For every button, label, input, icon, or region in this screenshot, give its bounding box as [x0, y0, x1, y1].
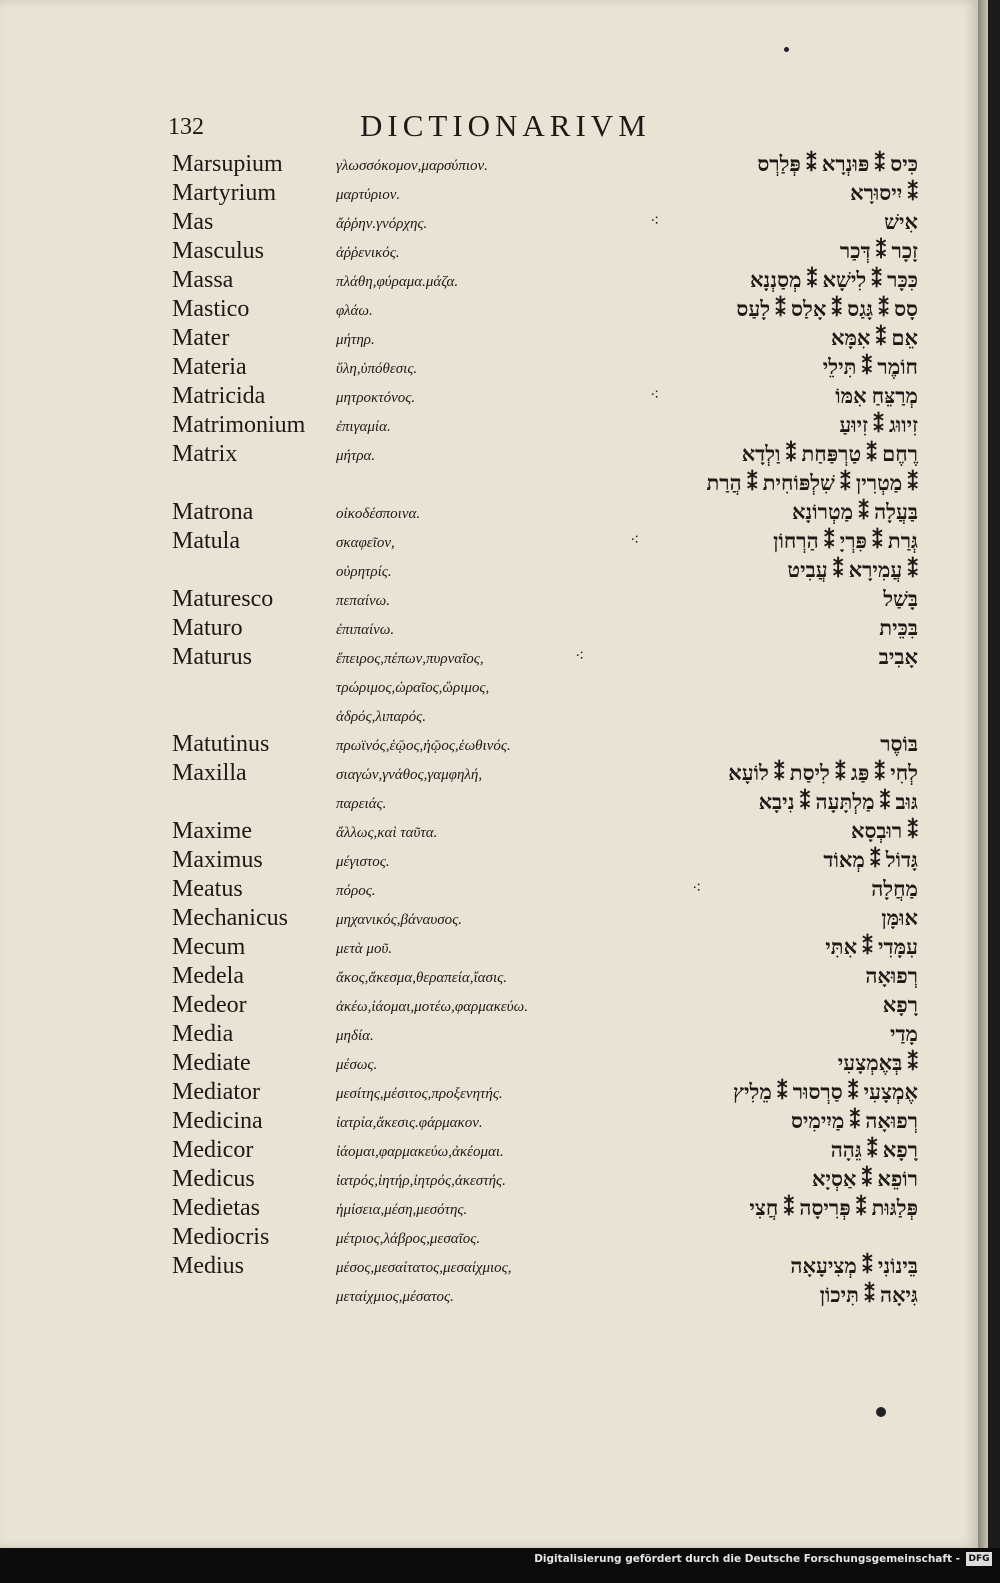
hebrew-gloss: ⁑ יִיסוּרָא	[850, 181, 918, 205]
hebrew-gloss: רוֹפֵא ⁑ אַסְיָא	[811, 1167, 918, 1191]
greek-gloss: μαρτύριον.	[336, 187, 401, 203]
hebrew-gloss: ⁑ בְּאֶמְצָעִי	[837, 1051, 918, 1075]
entry-row	[0, 266, 978, 295]
hebrew-gloss: פְּלַגּוּת ⁑ פְּרִיסָה ⁑ חֲצִי	[749, 1196, 918, 1220]
hebrew-gloss: ⁑ עֲמִירָא ⁑ עֲבִיט	[787, 558, 918, 582]
entry-row	[0, 759, 978, 788]
hebrew-gloss: רְפוּאָה ⁑ מַיִימִיס	[790, 1109, 918, 1133]
hebrew-gloss: בּוֹסֶר	[880, 732, 918, 756]
entry-row	[0, 1020, 978, 1049]
entry-row	[0, 556, 978, 585]
latin-headword: Medicina	[172, 1108, 263, 1134]
latin-headword: Mechanicus	[172, 905, 288, 931]
page-title: DICTIONARIVM	[360, 108, 651, 143]
hebrew-gloss: לְחִי ⁑ פַּג ⁑ לִיסַת ⁑ לוֹעָא	[728, 761, 918, 785]
greek-gloss: ἀῤῥενικός.	[336, 245, 400, 261]
latin-headword: Maxilla	[172, 760, 247, 786]
marginal-mark: ⁖	[692, 880, 702, 897]
latin-headword: Maturesco	[172, 586, 274, 612]
entry-row	[0, 498, 978, 527]
entry-row	[0, 1194, 978, 1223]
entry-row	[0, 1281, 978, 1310]
footer-credit: Digitalisierung gefördert durch die Deutsche Forschungsgemeinschaft -	[534, 1553, 960, 1565]
latin-headword: Mas	[172, 209, 214, 235]
latin-headword: Matula	[172, 528, 240, 554]
marginal-mark: ⁖	[575, 648, 585, 665]
entry-row	[0, 1078, 978, 1107]
greek-gloss: σιαγών,γνάθος,γαμφηλή,	[336, 767, 483, 783]
greek-gloss: μεσίτης,μέσιτος,προξενητής.	[336, 1086, 503, 1102]
latin-headword: Medicor	[172, 1137, 254, 1163]
entry-row	[0, 179, 978, 208]
greek-gloss: ἐπιγαμία.	[336, 419, 391, 435]
hebrew-gloss: כִּיס ⁑ פּוּנְרָא ⁑ פְּלַרְס	[757, 152, 918, 176]
greek-gloss: πλάθη,φύραμα.μάζα.	[336, 274, 459, 290]
latin-headword: Masculus	[172, 238, 264, 264]
hebrew-gloss: זִיווּג ⁑ זִיוּעַ	[839, 413, 918, 437]
entry-row	[0, 846, 978, 875]
hebrew-gloss: סָס ⁑ גָּגַס ⁑ אָלַס ⁑ לָעַס	[736, 297, 918, 321]
greek-gloss: ἔπειρος,πέπων,πυρναῖος,	[336, 651, 484, 667]
hebrew-gloss: גָּדוֹל ⁑ מְאוֹד	[823, 848, 918, 872]
hebrew-gloss: מַחֲלָה	[871, 877, 918, 901]
latin-headword: Media	[172, 1021, 234, 1047]
entry-row	[0, 701, 978, 730]
hebrew-gloss: אֵם ⁑ אִמָּא	[830, 326, 918, 350]
hebrew-gloss: ⁑ מַטְרִין ⁑ שִׁלְפּוֹחִית ⁑ הֲרַת	[706, 471, 918, 495]
greek-gloss: ἡμίσεια,μέση,μεσότης.	[336, 1202, 468, 1218]
latin-headword: Mediate	[172, 1050, 251, 1076]
entry-row	[0, 817, 978, 846]
greek-gloss: τρώριμος,ὡραῖος,ὥριμος,	[336, 680, 490, 696]
greek-gloss: ἐπιπαίνω.	[336, 622, 395, 638]
greek-gloss: μήτρα.	[336, 448, 376, 464]
entry-row	[0, 440, 978, 469]
greek-gloss: οἰκοδέσποινα.	[336, 506, 421, 522]
greek-gloss: ἰατρός,ἰητήρ,ἰητρός,ἀκεστής.	[336, 1173, 506, 1189]
latin-headword: Mater	[172, 325, 230, 351]
greek-gloss: πεπαίνω.	[336, 593, 390, 609]
hebrew-gloss: בָּשַׁל	[883, 587, 918, 611]
latin-headword: Medela	[172, 963, 244, 989]
hebrew-gloss: עִמָּדִי ⁑ אִתִּי	[825, 935, 918, 959]
page-edge	[978, 0, 988, 1548]
latin-headword: Martyrium	[172, 180, 276, 206]
latin-headword: Medietas	[172, 1195, 260, 1221]
latin-headword: Maxime	[172, 818, 252, 844]
entry-row	[0, 904, 978, 933]
hebrew-gloss: גּוּב ⁑ מַלְתָּעָה ⁑ נִיבָא	[758, 790, 918, 814]
latin-headword: Matrimonium	[172, 412, 306, 438]
greek-gloss: μήτηρ.	[336, 332, 375, 348]
hebrew-gloss: רֶחֶם ⁑ טַרְפַּחַת ⁑ וַלְדָא	[741, 442, 918, 466]
marginal-mark: ⁖	[650, 387, 660, 404]
entry-row	[0, 527, 978, 556]
marginal-mark: ⁖	[630, 532, 640, 549]
latin-headword: Mediocris	[172, 1224, 270, 1250]
greek-gloss: μέτριος,λάβρος,μεσαῖος.	[336, 1231, 481, 1247]
entry-row	[0, 295, 978, 324]
hebrew-gloss: בֵּינוֹנִי ⁑ מְצִיעָאָה	[790, 1254, 918, 1278]
entry-row	[0, 1223, 978, 1252]
hebrew-gloss: בַּעֲלָה ⁑ מַטְרוֹנָא	[791, 500, 918, 524]
ink-spot-top	[784, 47, 789, 52]
entry-row	[0, 469, 978, 498]
greek-gloss: μέσως.	[336, 1057, 378, 1073]
greek-gloss: οὐρητρίς.	[336, 564, 392, 580]
greek-gloss: ἄλλως,καὶ ταῦτα.	[336, 825, 438, 841]
greek-gloss: ἰατρία,ἄκεσις.φάρμακον.	[336, 1115, 483, 1131]
entry-row	[0, 643, 978, 672]
entry-row	[0, 1136, 978, 1165]
latin-headword: Matrona	[172, 499, 254, 525]
entry-row	[0, 208, 978, 237]
greek-gloss: μετὰ μοῦ.	[336, 941, 393, 957]
latin-headword: Matricida	[172, 383, 266, 409]
latin-headword: Meatus	[172, 876, 243, 902]
hebrew-gloss: רָפָא	[882, 993, 918, 1017]
entry-row	[0, 991, 978, 1020]
greek-gloss: πόρος.	[336, 883, 376, 899]
entry-row	[0, 411, 978, 440]
latin-headword: Mediator	[172, 1079, 260, 1105]
greek-gloss: φλάω.	[336, 303, 373, 319]
entry-row	[0, 237, 978, 266]
greek-gloss: ἄκος,ἄκεσμα,θεραπεία,ἴασις.	[336, 970, 507, 986]
hebrew-gloss: מְרַצֵּחַ אִמּוֹ	[835, 384, 918, 408]
book-spine	[988, 0, 1000, 1548]
greek-gloss: μητροκτόνος.	[336, 390, 416, 406]
hebrew-gloss: גְּרַת ⁑ פִּרְיָ ⁑ הַרְחוֹן	[773, 529, 918, 553]
latin-headword: Maximus	[172, 847, 263, 873]
hebrew-gloss: גִּיאָה ⁑ תִּיכוֹן	[819, 1283, 918, 1307]
hebrew-gloss: זָכָר ⁑ דְּכַר	[839, 239, 918, 263]
hebrew-gloss: מָדַי	[889, 1022, 918, 1046]
hebrew-gloss: ⁑ רוּבְסָא	[851, 819, 918, 843]
greek-gloss: ἰάομαι,φαρμακεύω,ἀκέομαι.	[336, 1144, 504, 1160]
greek-gloss: ἄῤῥην.γνόρχης.	[336, 216, 428, 232]
entry-row	[0, 614, 978, 643]
dfg-logo: DFG	[966, 1552, 992, 1566]
greek-gloss: σκαφεῖον,	[336, 535, 395, 551]
latin-headword: Matrix	[172, 441, 238, 467]
greek-gloss: ἁδρός,λιπαρός.	[336, 709, 426, 725]
latin-headword: Marsupium	[172, 151, 283, 177]
entry-row	[0, 1252, 978, 1281]
latin-headword: Maturo	[172, 615, 243, 641]
ink-spot-bottom	[876, 1407, 886, 1417]
hebrew-gloss: חוֹמֶר ⁑ תִּילֵי	[822, 355, 918, 379]
greek-gloss: μηδία.	[336, 1028, 374, 1044]
latin-headword: Materia	[172, 354, 247, 380]
latin-headword: Medeor	[172, 992, 247, 1018]
greek-gloss: μέγιστος.	[336, 854, 390, 870]
dictionary-entries	[0, 150, 978, 1310]
entry-row	[0, 1165, 978, 1194]
latin-headword: Massa	[172, 267, 234, 293]
hebrew-gloss: אָבִיב	[878, 645, 918, 669]
greek-gloss: μηχανικός,βάναυσος.	[336, 912, 462, 928]
marginal-mark: ⁖	[650, 213, 660, 230]
latin-headword: Mecum	[172, 934, 246, 960]
hebrew-gloss: בִּכֵּית	[879, 616, 918, 640]
latin-headword: Maturus	[172, 644, 252, 670]
entry-row	[0, 672, 978, 701]
entry-row	[0, 730, 978, 759]
latin-headword: Mastico	[172, 296, 250, 322]
page-number: 132	[168, 114, 204, 140]
entry-row	[0, 150, 978, 179]
hebrew-gloss: רָפָא ⁑ גֵּהָה	[830, 1138, 918, 1162]
page-header	[168, 108, 738, 142]
greek-gloss: γλωσσόκομον,μαρσύπιον.	[336, 158, 488, 174]
latin-headword: Matutinus	[172, 731, 270, 757]
entry-row	[0, 788, 978, 817]
entry-row	[0, 585, 978, 614]
hebrew-gloss: כִּכָּר ⁑ לִישָׁא ⁑ מְסַנְנָא	[749, 268, 918, 292]
entry-row	[0, 933, 978, 962]
greek-gloss: ὕλη,ὑπόθεσις.	[336, 361, 418, 377]
entry-row	[0, 962, 978, 991]
greek-gloss: μέσος,μεσαίτατος,μεσαίχμιος,	[336, 1260, 512, 1276]
greek-gloss: παρειάς.	[336, 796, 387, 812]
latin-headword: Medius	[172, 1253, 244, 1279]
entry-row	[0, 1107, 978, 1136]
entry-row	[0, 1049, 978, 1078]
entry-row	[0, 382, 978, 411]
latin-headword: Medicus	[172, 1166, 255, 1192]
hebrew-gloss: אִישׁ	[884, 210, 918, 234]
hebrew-gloss: אֶמְצָעִי ⁑ סַרְסוּר ⁑ מֵלִיץ	[733, 1080, 918, 1104]
hebrew-gloss: רְפוּאָה	[865, 964, 918, 988]
entry-row	[0, 875, 978, 904]
greek-gloss: πρωϊνός,ἑῷος,ἠῷος,ἑωθινός.	[336, 738, 511, 754]
greek-gloss: ἀκέω,ἰάομαι,μοτέω,φαρμακεύω.	[336, 999, 528, 1015]
entry-row	[0, 353, 978, 382]
entry-row	[0, 324, 978, 353]
greek-gloss: μεταίχμιος,μέσατος.	[336, 1289, 454, 1305]
hebrew-gloss: אוּמָּן	[881, 906, 918, 930]
